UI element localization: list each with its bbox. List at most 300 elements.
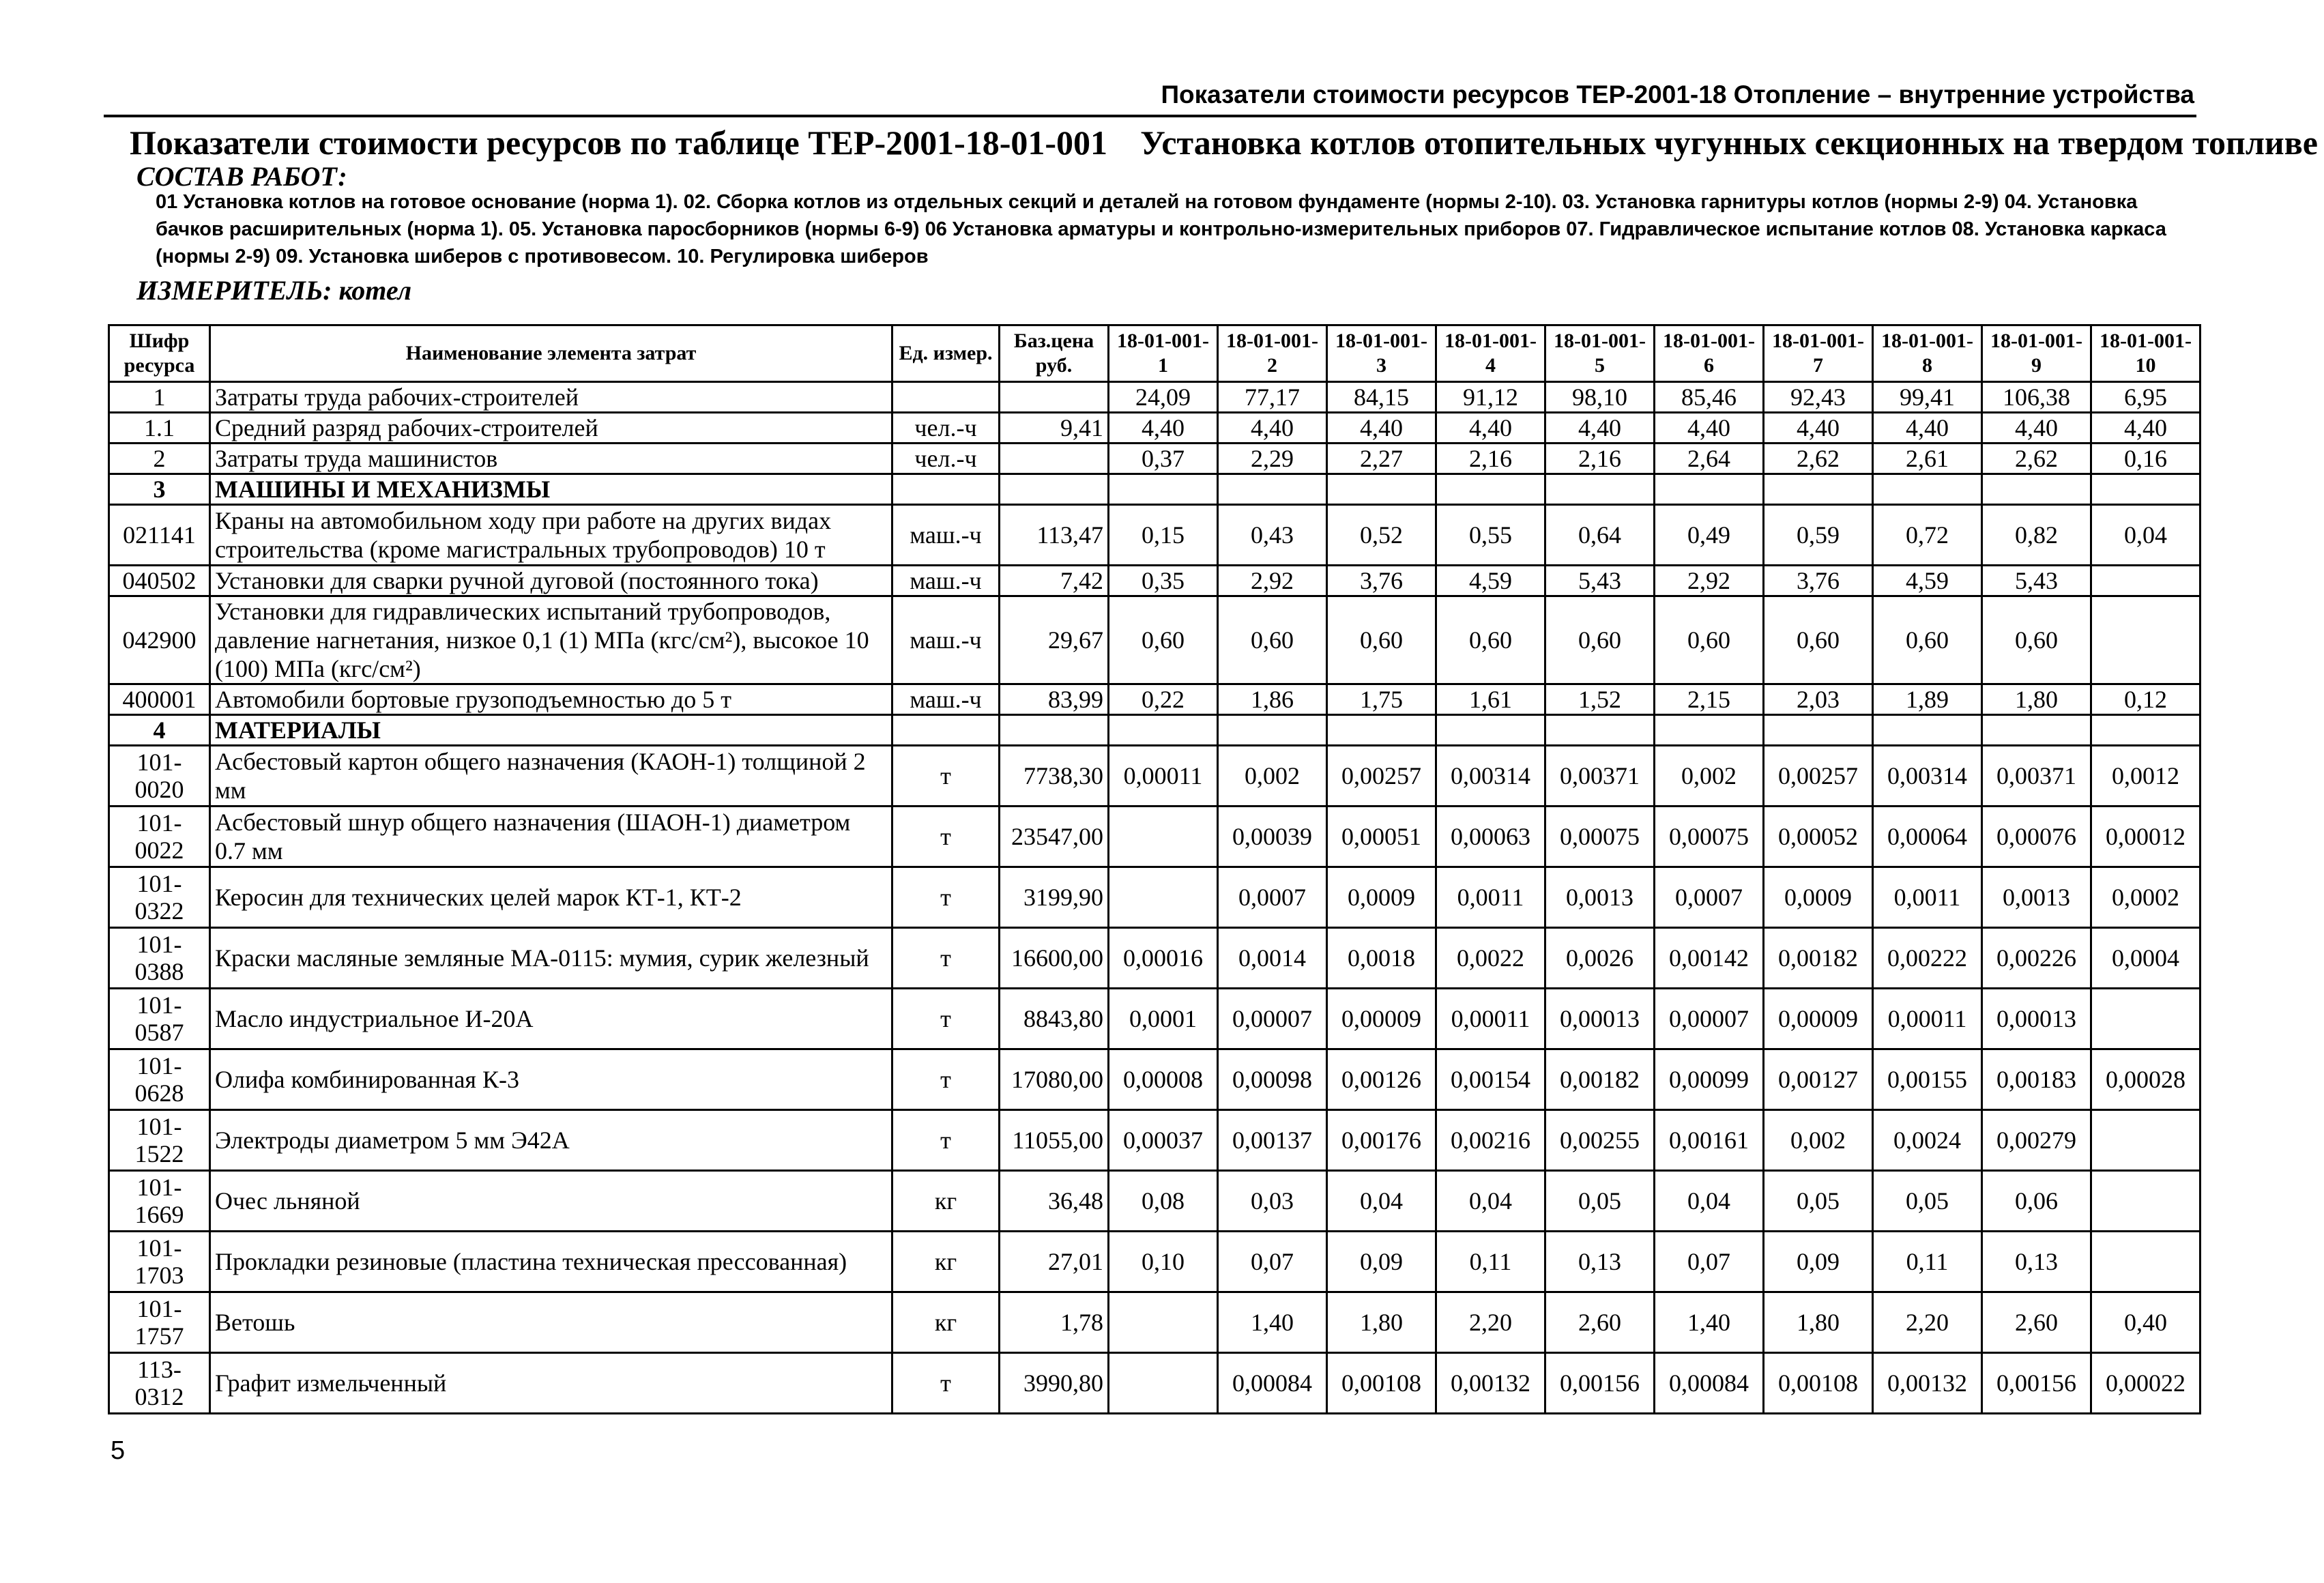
- cell-norm-1: 0,37: [1109, 444, 1218, 474]
- cell-norm-5: [1545, 474, 1655, 505]
- cell-norm-4: 4,59: [1436, 566, 1545, 596]
- cell-norm-10: [2091, 596, 2200, 684]
- cell-norm-1: 0,10: [1109, 1232, 1218, 1292]
- cell-norm-10: 0,0004: [2091, 928, 2200, 989]
- cell-norm-10: [2091, 989, 2200, 1049]
- col-header-norm-6: 18-01-001-6: [1655, 325, 1764, 382]
- cell-norm-8: 0,11: [1873, 1232, 1982, 1292]
- cell-norm-3: 0,52: [1327, 505, 1436, 566]
- cell-code: 400001: [109, 684, 210, 715]
- cell-norm-3: [1327, 474, 1436, 505]
- col-header-norm-2: 18-01-001-2: [1218, 325, 1327, 382]
- cell-base-price: 36,48: [1000, 1171, 1109, 1232]
- cell-base-price: 8843,80: [1000, 989, 1109, 1049]
- unit-value: котел: [338, 275, 412, 306]
- cell-base-price: 16600,00: [1000, 928, 1109, 989]
- cell-norm-5: 0,00013: [1545, 989, 1655, 1049]
- cell-norm-9: 0,00013: [1982, 989, 2091, 1049]
- cell-norm-7: 0,09: [1764, 1232, 1873, 1292]
- cell-norm-9: 2,62: [1982, 444, 2091, 474]
- cell-base-price: 11055,00: [1000, 1110, 1109, 1171]
- cell-unit: маш.-ч: [892, 596, 1000, 684]
- cell-norm-2: 0,00098: [1218, 1049, 1327, 1110]
- cell-norm-5: 0,00075: [1545, 807, 1655, 867]
- cell-norm-6: 0,00099: [1655, 1049, 1764, 1110]
- table-row: [109, 1232, 2200, 1292]
- cell-norm-2: 0,0007: [1218, 867, 1327, 928]
- cell-base-price: 1,78: [1000, 1292, 1109, 1353]
- cell-base-price: 83,99: [1000, 684, 1109, 715]
- cell-norm-7: 92,43: [1764, 382, 1873, 413]
- cell-name: Автомобили бортовые грузоподъемностью до 5 т: [210, 684, 892, 715]
- table-row: [109, 505, 2200, 566]
- col-header-norm-5: 18-01-001-5: [1545, 325, 1655, 382]
- table-row: [109, 807, 2200, 867]
- col-header-norm-9: 18-01-001-9: [1982, 325, 2091, 382]
- cell-norm-4: 2,16: [1436, 444, 1545, 474]
- cell-unit: т: [892, 1353, 1000, 1414]
- composition-heading: СОСТАВ РАБОТ:: [136, 161, 347, 192]
- cell-norm-4: 0,00154: [1436, 1049, 1545, 1110]
- cell-code: 101-0587: [109, 989, 210, 1049]
- cell-code: 101-0022: [109, 807, 210, 867]
- cell-name: Олифа комбинированная К-3: [210, 1049, 892, 1110]
- cell-name: Асбестовый картон общего назначения (КАОН-1) толщиной 2 мм: [210, 746, 892, 807]
- cell-norm-9: 0,0013: [1982, 867, 2091, 928]
- cell-code: 101-0388: [109, 928, 210, 989]
- cell-norm-5: 0,00156: [1545, 1353, 1655, 1414]
- cell-norm-1: 0,35: [1109, 566, 1218, 596]
- cell-code: 113-0312: [109, 1353, 210, 1414]
- cell-unit: маш.-ч: [892, 684, 1000, 715]
- cell-norm-2: 77,17: [1218, 382, 1327, 413]
- cell-norm-3: 84,15: [1327, 382, 1436, 413]
- cell-norm-3: 0,60: [1327, 596, 1436, 684]
- cell-norm-8: 0,00314: [1873, 746, 1982, 807]
- cell-code: 101-1522: [109, 1110, 210, 1171]
- cell-norm-8: 0,05: [1873, 1171, 1982, 1232]
- cell-norm-10: 0,40: [2091, 1292, 2200, 1353]
- cell-norm-2: 0,00007: [1218, 989, 1327, 1049]
- cell-unit: т: [892, 746, 1000, 807]
- cell-norm-3: 0,00051: [1327, 807, 1436, 867]
- cell-norm-6: 0,60: [1655, 596, 1764, 684]
- table-row: [109, 1292, 2200, 1353]
- cell-norm-2: [1218, 474, 1327, 505]
- cell-norm-10: [2091, 1110, 2200, 1171]
- table-row: [109, 1110, 2200, 1171]
- table-row: [109, 746, 2200, 807]
- cell-norm-2: 0,03: [1218, 1171, 1327, 1232]
- table-row: [109, 596, 2200, 684]
- table-row: [109, 1353, 2200, 1414]
- cell-norm-2: 0,00039: [1218, 807, 1327, 867]
- cell-code: 1.1: [109, 413, 210, 444]
- col-header-name: Наименование элемента затрат: [210, 325, 892, 382]
- cell-norm-3: 0,0018: [1327, 928, 1436, 989]
- table-row: [109, 928, 2200, 989]
- table-row: [109, 1049, 2200, 1110]
- cell-norm-6: 0,00161: [1655, 1110, 1764, 1171]
- cell-norm-3: 0,09: [1327, 1232, 1436, 1292]
- cell-norm-9: 4,40: [1982, 413, 2091, 444]
- cell-base-price: 23547,00: [1000, 807, 1109, 867]
- cell-norm-10: 0,0012: [2091, 746, 2200, 807]
- table-row: [109, 566, 2200, 596]
- cell-norm-4: 91,12: [1436, 382, 1545, 413]
- cell-norm-10: 0,00022: [2091, 1353, 2200, 1414]
- cell-norm-8: 2,20: [1873, 1292, 1982, 1353]
- cell-norm-5: 2,60: [1545, 1292, 1655, 1353]
- cell-norm-3: 0,00257: [1327, 746, 1436, 807]
- cell-code: 101-0628: [109, 1049, 210, 1110]
- cell-norm-6: 2,92: [1655, 566, 1764, 596]
- cell-norm-1: 0,60: [1109, 596, 1218, 684]
- cell-unit: маш.-ч: [892, 566, 1000, 596]
- cell-base-price: 27,01: [1000, 1232, 1109, 1292]
- cell-norm-3: 3,76: [1327, 566, 1436, 596]
- cell-name: Асбестовый шнур общего назначения (ШАОН-1) диаметром 0.7 мм: [210, 807, 892, 867]
- cell-name: Средний разряд рабочих-строителей: [210, 413, 892, 444]
- cell-norm-10: 6,95: [2091, 382, 2200, 413]
- composition-text: 01 Установка котлов на готовое основание (норма 1). 02. Сборка котлов из отдельных секций и деталей на готовом фундаменте (нормы 2-10). 03. Установка гарнитуры котлов (нормы 2-9) 04. Установка бачков расширительных (норма 1). 05. Установка паросборников (нормы 6-9) 06 Установка арматуры и контрольно-измерительных приборов 07. Гидравлическое испытание котлов 08. Установка каркаса (нормы 2-9) 09. Установка шиберов с противовесом. 10. Регулировка шиберов: [156, 191, 2166, 267]
- cell-norm-3: 2,27: [1327, 444, 1436, 474]
- cell-norm-3: [1327, 715, 1436, 746]
- cell-name: Керосин для технических целей марок КТ-1, КТ-2: [210, 867, 892, 928]
- cell-norm-8: 4,40: [1873, 413, 1982, 444]
- table-row: [109, 413, 2200, 444]
- cell-code: 101-1703: [109, 1232, 210, 1292]
- cell-norm-2: 2,29: [1218, 444, 1327, 474]
- cell-norm-8: 0,60: [1873, 596, 1982, 684]
- cell-norm-5: 5,43: [1545, 566, 1655, 596]
- cell-norm-6: 0,00142: [1655, 928, 1764, 989]
- cell-norm-4: 0,00011: [1436, 989, 1545, 1049]
- cell-unit: т: [892, 989, 1000, 1049]
- cell-norm-7: 0,00257: [1764, 746, 1873, 807]
- cell-norm-1: 0,15: [1109, 505, 1218, 566]
- col-header-norm-4: 18-01-001-4: [1436, 325, 1545, 382]
- cell-norm-10: 0,12: [2091, 684, 2200, 715]
- cell-norm-4: [1436, 474, 1545, 505]
- cell-norm-9: 0,00076: [1982, 807, 2091, 867]
- cell-norm-4: 0,55: [1436, 505, 1545, 566]
- cell-norm-9: 0,00279: [1982, 1110, 2091, 1171]
- cell-norm-6: 4,40: [1655, 413, 1764, 444]
- cell-norm-2: 0,43: [1218, 505, 1327, 566]
- cell-norm-8: 99,41: [1873, 382, 1982, 413]
- col-header-norm-7: 18-01-001-7: [1764, 325, 1873, 382]
- cell-norm-7: 0,05: [1764, 1171, 1873, 1232]
- cell-norm-5: 0,05: [1545, 1171, 1655, 1232]
- cell-norm-7: 0,00108: [1764, 1353, 1873, 1414]
- cell-name: Затраты труда машинистов: [210, 444, 892, 474]
- table-title: Показатели стоимости ресурсов по таблице ТЕР-2001-18-01-001: [130, 124, 1108, 162]
- cell-norm-8: [1873, 474, 1982, 505]
- cell-norm-7: 0,00182: [1764, 928, 1873, 989]
- cell-norm-5: 0,0013: [1545, 867, 1655, 928]
- cell-code: 042900: [109, 596, 210, 684]
- cell-norm-6: 0,49: [1655, 505, 1764, 566]
- cell-norm-1: [1109, 1292, 1218, 1353]
- cell-norm-2: 1,86: [1218, 684, 1327, 715]
- cell-base-price: 7738,30: [1000, 746, 1109, 807]
- cell-norm-6: 0,002: [1655, 746, 1764, 807]
- cell-norm-3: 1,75: [1327, 684, 1436, 715]
- cell-norm-5: 1,52: [1545, 684, 1655, 715]
- cell-norm-4: 2,20: [1436, 1292, 1545, 1353]
- cell-norm-6: [1655, 715, 1764, 746]
- cell-norm-1: [1109, 715, 1218, 746]
- cell-norm-8: 0,00222: [1873, 928, 1982, 989]
- cell-norm-4: 1,61: [1436, 684, 1545, 715]
- cell-norm-2: 1,40: [1218, 1292, 1327, 1353]
- cell-norm-10: [2091, 1171, 2200, 1232]
- cell-base-price: 7,42: [1000, 566, 1109, 596]
- cell-norm-3: 0,00009: [1327, 989, 1436, 1049]
- cell-norm-1: 4,40: [1109, 413, 1218, 444]
- col-header-unit: Ед. измер.: [892, 325, 1000, 382]
- cell-unit: т: [892, 807, 1000, 867]
- cell-base-price: [1000, 715, 1109, 746]
- cell-norm-5: 0,00371: [1545, 746, 1655, 807]
- cell-name: Масло индустриальное И-20А: [210, 989, 892, 1049]
- cell-unit: чел.-ч: [892, 444, 1000, 474]
- cell-norm-4: [1436, 715, 1545, 746]
- cell-code: 4: [109, 715, 210, 746]
- cell-norm-8: 0,00155: [1873, 1049, 1982, 1110]
- cell-norm-10: 0,0002: [2091, 867, 2200, 928]
- cell-norm-10: [2091, 566, 2200, 596]
- cell-norm-2: 4,40: [1218, 413, 1327, 444]
- cell-norm-10: 0,00028: [2091, 1049, 2200, 1110]
- cell-norm-8: 2,61: [1873, 444, 1982, 474]
- cell-norm-2: 0,60: [1218, 596, 1327, 684]
- cell-code: 021141: [109, 505, 210, 566]
- cell-norm-4: 0,0022: [1436, 928, 1545, 989]
- cell-norm-7: 3,76: [1764, 566, 1873, 596]
- cell-base-price: 17080,00: [1000, 1049, 1109, 1110]
- cell-code: 101-1669: [109, 1171, 210, 1232]
- cell-norm-5: 98,10: [1545, 382, 1655, 413]
- cell-norm-10: 0,04: [2091, 505, 2200, 566]
- resource-table: [108, 324, 2201, 1414]
- cell-norm-8: 0,00011: [1873, 989, 1982, 1049]
- cell-name: МАТЕРИАЛЫ: [210, 715, 892, 746]
- cell-norm-9: 1,80: [1982, 684, 2091, 715]
- cell-name: Краски масляные земляные МА-0115: мумия, сурик железный: [210, 928, 892, 989]
- header-rule: [104, 115, 2196, 117]
- cell-norm-1: 0,00008: [1109, 1049, 1218, 1110]
- cell-norm-10: [2091, 1232, 2200, 1292]
- cell-norm-4: 0,11: [1436, 1232, 1545, 1292]
- cell-norm-10: [2091, 474, 2200, 505]
- cell-norm-7: 1,80: [1764, 1292, 1873, 1353]
- cell-name: Краны на автомобильном ходу при работе на других видах строительства (кроме магистральных трубопроводов) 10 т: [210, 505, 892, 566]
- cell-code: 101-1757: [109, 1292, 210, 1353]
- cell-name: Затраты труда рабочих-строителей: [210, 382, 892, 413]
- cell-code: 101-0020: [109, 746, 210, 807]
- cell-unit: т: [892, 1110, 1000, 1171]
- cell-norm-9: 0,60: [1982, 596, 2091, 684]
- cell-norm-1: 0,08: [1109, 1171, 1218, 1232]
- table-row: [109, 684, 2200, 715]
- cell-norm-10: 0,00012: [2091, 807, 2200, 867]
- section-row: [109, 474, 2200, 505]
- cell-norm-5: 2,16: [1545, 444, 1655, 474]
- cell-unit: чел.-ч: [892, 413, 1000, 444]
- cell-base-price: [1000, 444, 1109, 474]
- cell-norm-8: 0,0024: [1873, 1110, 1982, 1171]
- cell-norm-6: 2,64: [1655, 444, 1764, 474]
- cell-norm-7: 0,00009: [1764, 989, 1873, 1049]
- cell-unit: маш.-ч: [892, 505, 1000, 566]
- cell-norm-1: 0,22: [1109, 684, 1218, 715]
- running-header: Показатели стоимости ресурсов ТЕР-2001-18 Отопление – внутренние устройства: [1161, 81, 2194, 108]
- table-caption: Установка котлов отопительных чугунных секционных на твердом топливе: [1140, 124, 2318, 162]
- cell-base-price: 29,67: [1000, 596, 1109, 684]
- cell-name: Электроды диаметром 5 мм Э42А: [210, 1110, 892, 1171]
- cell-norm-6: [1655, 474, 1764, 505]
- cell-norm-6: 0,0007: [1655, 867, 1764, 928]
- cell-norm-1: [1109, 474, 1218, 505]
- cell-norm-4: 0,60: [1436, 596, 1545, 684]
- cell-code: 101-0322: [109, 867, 210, 928]
- cell-base-price: 113,47: [1000, 505, 1109, 566]
- cell-norm-2: 0,00137: [1218, 1110, 1327, 1171]
- cell-norm-5: 4,40: [1545, 413, 1655, 444]
- table-row: [109, 382, 2200, 413]
- cell-norm-7: 0,002: [1764, 1110, 1873, 1171]
- cell-name: Ветошь: [210, 1292, 892, 1353]
- cell-norm-4: 0,00132: [1436, 1353, 1545, 1414]
- cell-norm-4: 4,40: [1436, 413, 1545, 444]
- cell-norm-5: 0,00255: [1545, 1110, 1655, 1171]
- cell-norm-7: 0,00052: [1764, 807, 1873, 867]
- cell-norm-8: 0,0011: [1873, 867, 1982, 928]
- cell-norm-10: 0,16: [2091, 444, 2200, 474]
- cell-name: Графит измельченный: [210, 1353, 892, 1414]
- cell-norm-9: 106,38: [1982, 382, 2091, 413]
- cell-norm-8: [1873, 715, 1982, 746]
- cell-base-price: 9,41: [1000, 413, 1109, 444]
- cell-code: 040502: [109, 566, 210, 596]
- cell-norm-1: 0,00016: [1109, 928, 1218, 989]
- cell-norm-8: 1,89: [1873, 684, 1982, 715]
- cell-name: МАШИНЫ И МЕХАНИЗМЫ: [210, 474, 892, 505]
- cell-norm-9: 0,00183: [1982, 1049, 2091, 1110]
- cell-norm-1: 0,00037: [1109, 1110, 1218, 1171]
- cell-norm-8: 0,00132: [1873, 1353, 1982, 1414]
- cell-unit: кг: [892, 1292, 1000, 1353]
- cell-base-price: [1000, 474, 1109, 505]
- col-header-price: Баз.цена руб.: [1000, 325, 1109, 382]
- cell-norm-6: 85,46: [1655, 382, 1764, 413]
- cell-name: Прокладки резиновые (пластина техническая прессованная): [210, 1232, 892, 1292]
- cell-norm-3: 0,04: [1327, 1171, 1436, 1232]
- unit-line: [136, 274, 411, 306]
- cell-norm-3: 0,00108: [1327, 1353, 1436, 1414]
- page-number: 5: [111, 1436, 126, 1465]
- cell-norm-4: 0,00314: [1436, 746, 1545, 807]
- cell-code: 1: [109, 382, 210, 413]
- col-header-norm-8: 18-01-001-8: [1873, 325, 1982, 382]
- cell-base-price: 3199,90: [1000, 867, 1109, 928]
- cell-norm-9: 0,82: [1982, 505, 2091, 566]
- cell-norm-4: 0,00063: [1436, 807, 1545, 867]
- cell-norm-9: 0,00226: [1982, 928, 2091, 989]
- cell-norm-2: 0,0014: [1218, 928, 1327, 989]
- cell-norm-6: 0,07: [1655, 1232, 1764, 1292]
- cell-norm-7: [1764, 715, 1873, 746]
- cell-norm-5: [1545, 715, 1655, 746]
- cell-norm-9: 0,00371: [1982, 746, 2091, 807]
- cell-name: Установки для гидравлических испытаний трубопроводов, давление нагнетания, низкое 0,1 (1) МПа (кгс/см²), высокое 10 (100) МПа (кгс/см²): [210, 596, 892, 684]
- cell-norm-10: 4,40: [2091, 413, 2200, 444]
- cell-norm-3: 4,40: [1327, 413, 1436, 444]
- cell-norm-6: 0,00084: [1655, 1353, 1764, 1414]
- cell-norm-4: 0,04: [1436, 1171, 1545, 1232]
- col-header-norm-3: 18-01-001-3: [1327, 325, 1436, 382]
- cell-norm-3: 0,00126: [1327, 1049, 1436, 1110]
- cell-norm-9: [1982, 715, 2091, 746]
- cell-norm-8: 0,72: [1873, 505, 1982, 566]
- cell-base-price: 3990,80: [1000, 1353, 1109, 1414]
- cell-norm-5: 0,0026: [1545, 928, 1655, 989]
- cell-norm-9: 0,06: [1982, 1171, 2091, 1232]
- cell-norm-1: 24,09: [1109, 382, 1218, 413]
- cell-norm-8: 4,59: [1873, 566, 1982, 596]
- section-row: [109, 715, 2200, 746]
- table-header-row: [109, 325, 2200, 382]
- cell-norm-7: 2,62: [1764, 444, 1873, 474]
- cell-unit: т: [892, 928, 1000, 989]
- cell-norm-9: 0,13: [1982, 1232, 2091, 1292]
- cell-unit: кг: [892, 1232, 1000, 1292]
- cell-norm-1: [1109, 1353, 1218, 1414]
- cell-norm-8: 0,00064: [1873, 807, 1982, 867]
- cell-norm-6: 1,40: [1655, 1292, 1764, 1353]
- cell-norm-7: 0,59: [1764, 505, 1873, 566]
- cell-norm-9: 2,60: [1982, 1292, 2091, 1353]
- page-title: [130, 123, 2318, 162]
- cell-norm-10: [2091, 715, 2200, 746]
- cell-norm-9: 0,00156: [1982, 1353, 2091, 1414]
- table-body: [109, 382, 2200, 1414]
- cell-norm-5: 0,64: [1545, 505, 1655, 566]
- cell-norm-1: 0,00011: [1109, 746, 1218, 807]
- cell-norm-4: 0,00216: [1436, 1110, 1545, 1171]
- cell-code: 3: [109, 474, 210, 505]
- cell-norm-7: 0,60: [1764, 596, 1873, 684]
- unit-label: ИЗМЕРИТЕЛЬ:: [136, 275, 332, 306]
- table-row: [109, 989, 2200, 1049]
- cell-norm-2: 0,00084: [1218, 1353, 1327, 1414]
- col-header-norm-1: 18-01-001-1: [1109, 325, 1218, 382]
- cell-norm-7: 0,0009: [1764, 867, 1873, 928]
- cell-norm-6: 0,04: [1655, 1171, 1764, 1232]
- cell-norm-4: 0,0011: [1436, 867, 1545, 928]
- cell-unit: кг: [892, 1171, 1000, 1232]
- col-header-norm-10: 18-01-001-10: [2091, 325, 2200, 382]
- cell-norm-2: 2,92: [1218, 566, 1327, 596]
- cell-norm-2: 0,002: [1218, 746, 1327, 807]
- cell-unit: [892, 474, 1000, 505]
- cell-norm-1: 0,0001: [1109, 989, 1218, 1049]
- cell-code: 2: [109, 444, 210, 474]
- cell-norm-7: 0,00127: [1764, 1049, 1873, 1110]
- cell-norm-9: 5,43: [1982, 566, 2091, 596]
